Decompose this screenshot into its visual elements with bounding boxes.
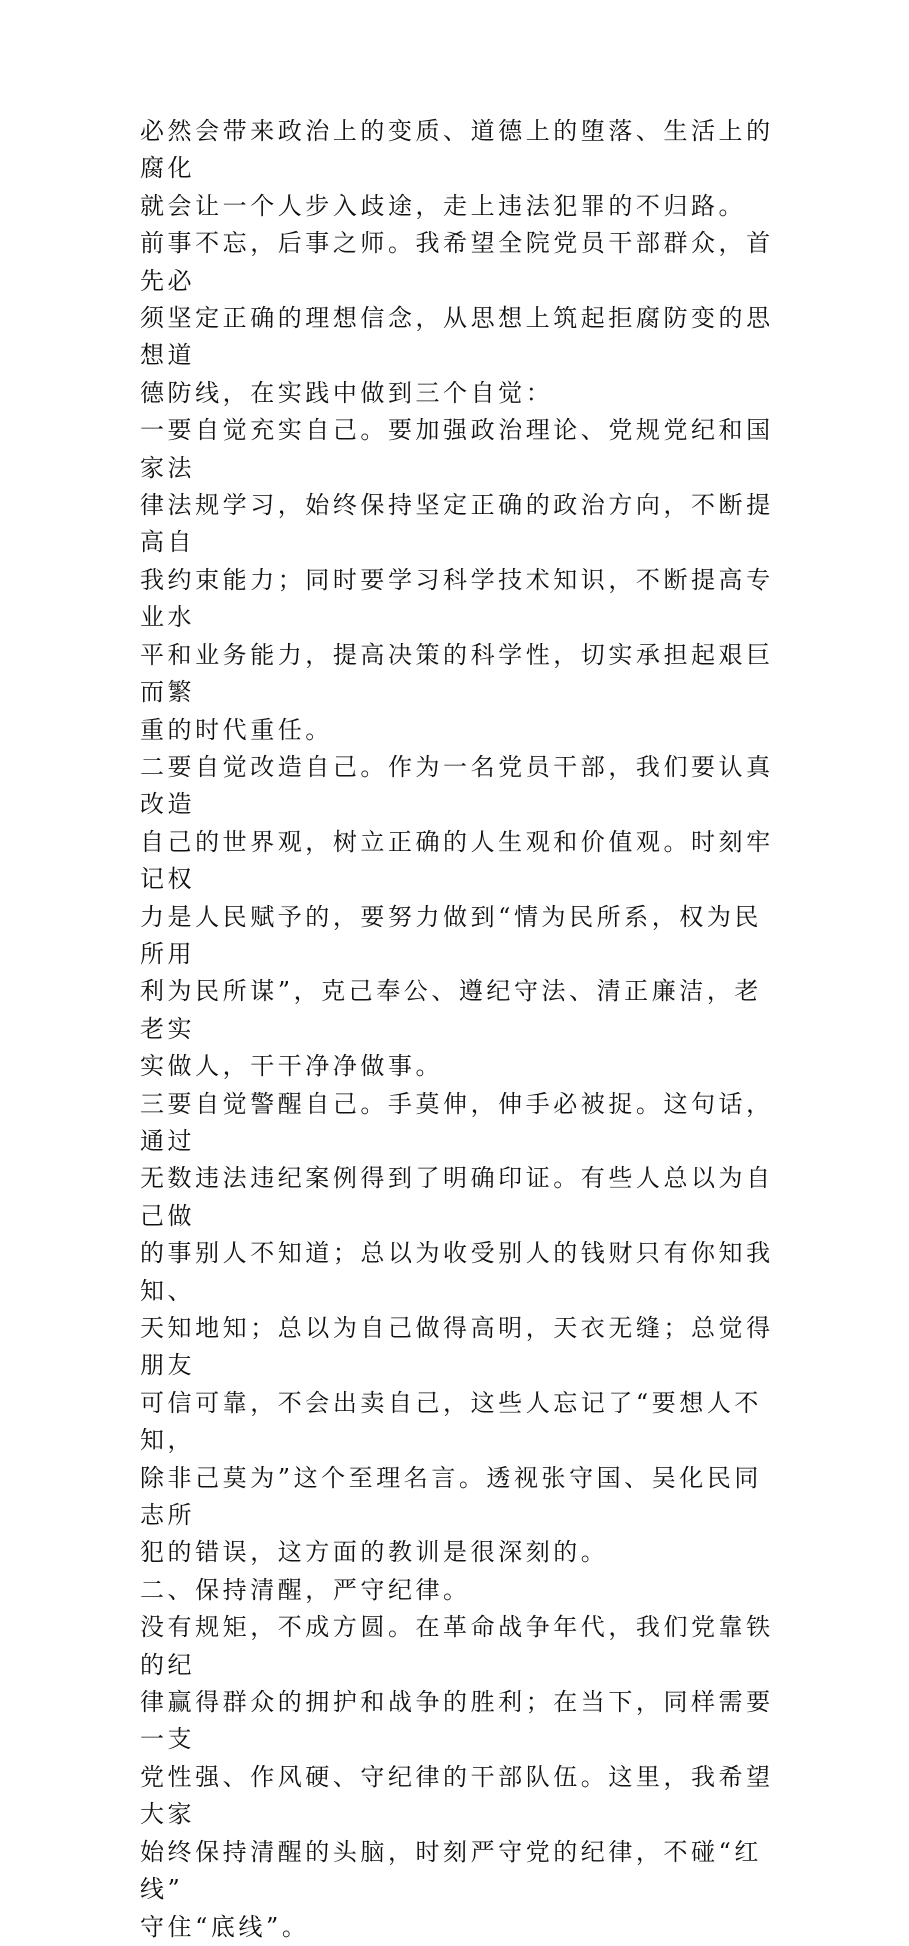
paragraph-2: 前事不忘，后事之师。我希望全院党员干部群众，首先必 须坚定正确的理想信念，从思想上筑起拒腐防变的思想道 德防线，在实践中做到三个自觉： <box>140 229 774 407</box>
paragraph-4: 二要自觉改造自己。作为一名党员干部，我们要认真改造 自己的世界观，树立正确的人生观和价值观。时刻牢记权 力是人民赋予的，要努力做到“情为民所系，权为民所用 利为民所谋”，克己奉公、遵纪守法、清正廉洁，老老实 实做人，干干净净做事。 <box>140 752 774 1081</box>
document-body <box>140 113 780 1946</box>
section-heading: 二、保持清醒，严守纪律。 <box>140 1575 471 1604</box>
paragraph-1: 必然会带来政治上的变质、道德上的堕落、生活上的腐化 就会让一个人步入歧途，走上违法犯罪的不归路。 <box>140 117 774 220</box>
paragraph-6: 没有规矩，不成方圆。在革命战争年代，我们党靠铁的纪 律赢得群众的拥护和战争的胜利；在当下，同样需要一支 党性强、作风硬、守纪律的干部队伍。这里，我希望大家 始终保持清醒的头脑，时刻严守党的纪律，不碰“红线” 守住“底线”。 <box>140 1613 774 1941</box>
paragraph-5: 三要自觉警醒自己。手莫伸，伸手必被捉。这句话，通过 无数违法违纪案例得到了明确印证。有些人总以为自己做 的事别人不知道；总以为收受别人的钱财只有你知我知、 天知地知；总以为自己做得高明，天衣无缝；总觉得朋友 可信可靠，不会出卖自己，这些人忘记了“要想人不知， 除非己莫为”这个至理名言。透视张守国、吴化民同志所 犯的错误，这方面的教训是很深刻的。 <box>140 1089 774 1567</box>
paragraph-3: 一要自觉充实自己。要加强政治理论、党规党纪和国家法 律法规学习，始终保持坚定正确的政治方向，不断提高自 我约束能力；同时要学习科学技术知识，不断提高专业水 平和业务能力，提高决策的科学性，切实承担起艰巨而繁 重的时代重任。 <box>140 416 774 744</box>
